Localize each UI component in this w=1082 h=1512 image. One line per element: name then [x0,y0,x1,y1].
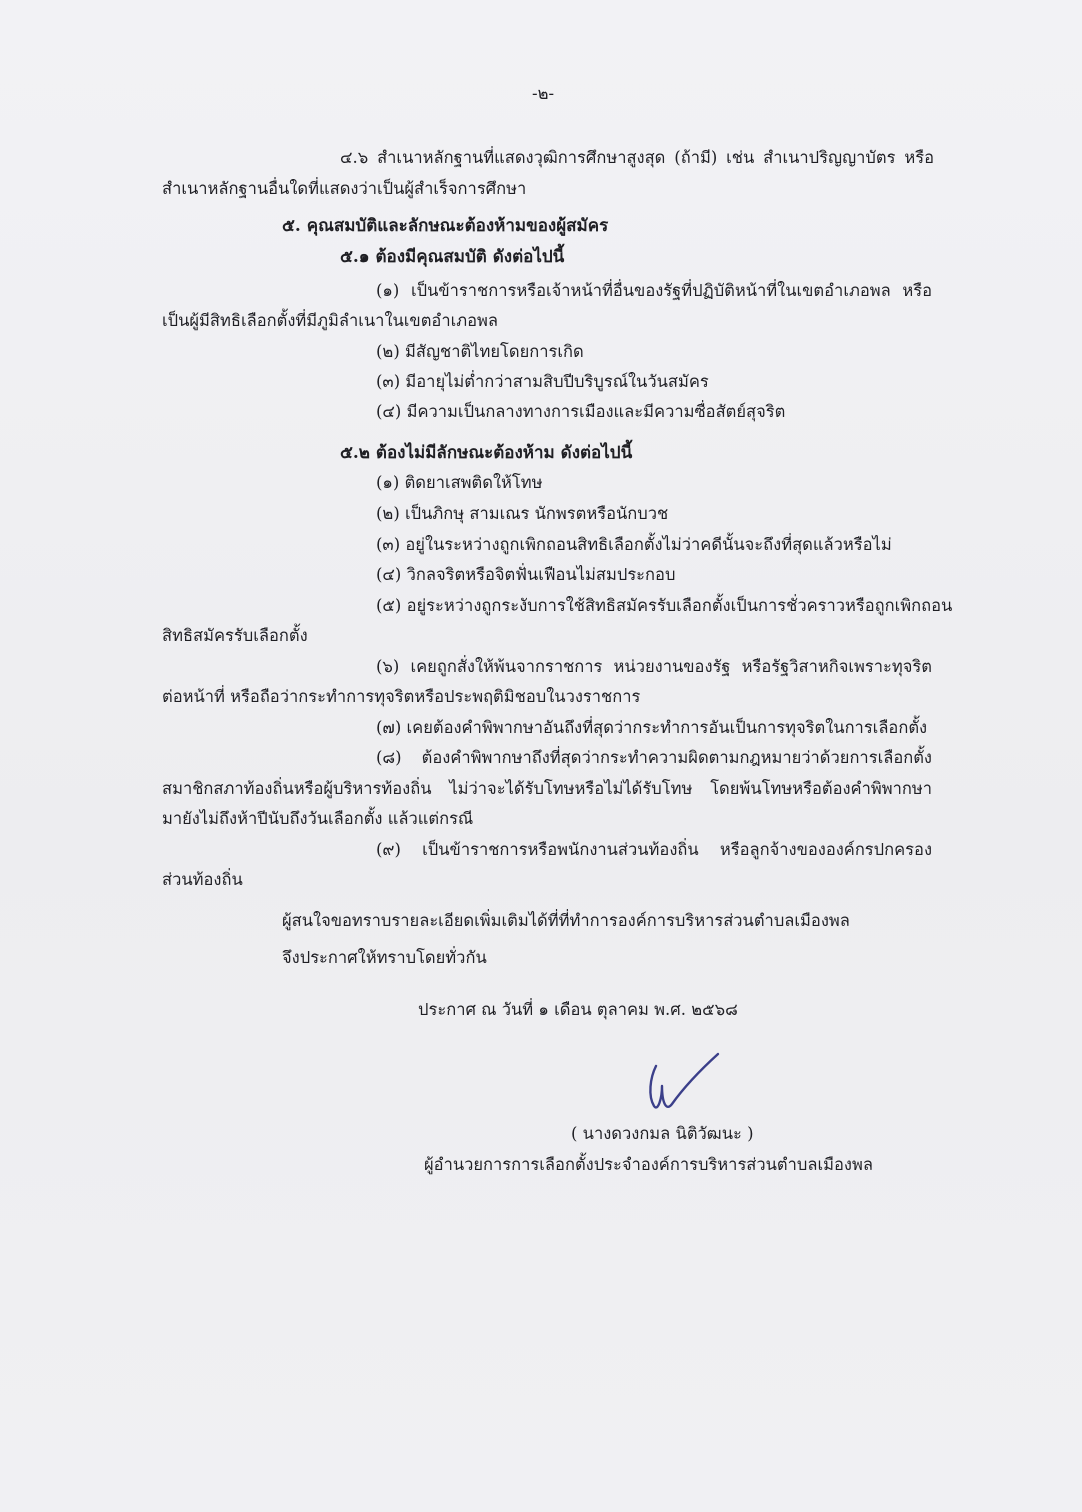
prohibition-8-line-2: สมาชิกสภาท้องถิ่นหรือผู้บริหารท้องถิ่น ไม่ว่าจะได้รับโทษหรือไม่ได้รับโทษ โดยพ้นโทษหรือต้องคำพิพากษา [162,779,932,798]
req-1-line-2: เป็นผู้มีสิทธิเลือกตั้งที่มีภูมิลำเนาในเขตอำเภอพล [162,311,499,330]
prohibition-7: (๗) เคยต้องคำพิพากษาอันถึงที่สุดว่ากระทำการอันเป็นการทุจริตในการเลือกตั้ง [376,718,928,737]
prohibition-3: (๓) อยู่ในระหว่างถูกเพิกถอนสิทธิเลือกตั้งไม่ว่าคดีนั้นจะถึงที่สุดแล้วหรือไม่ [376,535,892,554]
req-2: (๒) มีสัญชาติไทยโดยการเกิด [376,342,584,361]
item-4-6-line-2: สำเนาหลักฐานอื่นใดที่แสดงว่าเป็นผู้สำเร็จการศึกษา [162,179,527,198]
signature-mark [642,1046,722,1116]
prohibition-9-line-2: ส่วนท้องถิ่น [162,870,243,889]
section-5-1-heading: ๕.๑ ต้องมีคุณสมบัติ ดังต่อไปนี้ [340,247,565,267]
prohibition-5-line-1: (๕) อยู่ระหว่างถูกระงับการใช้สิทธิสมัครรับเลือกตั้งเป็นการชั่วคราวหรือถูกเพิกถอน [376,596,953,615]
req-3: (๓) มีอายุไม่ต่ำกว่าสามสิบปีบริบูรณ์ในวันสมัคร [376,372,709,391]
announce-text: จึงประกาศให้ทราบโดยทั่วกัน [282,948,487,967]
inquiry-text: ผู้สนใจขอทราบรายละเอียดเพิ่มเติมได้ที่ที่ทำการองค์การบริหารส่วนตำบลเมืองพล [282,911,850,930]
req-1-line-1: (๑) เป็นข้าราชการหรือเจ้าหน้าที่อื่นของรัฐที่ปฏิบัติหน้าที่ในเขตอำเภอพล หรือ [376,281,932,300]
req-4: (๔) มีความเป็นกลางทางการเมืองและมีความซื่อสัตย์สุจริต [376,402,786,421]
section-5-2-heading: ๕.๒ ต้องไม่มีลักษณะต้องห้าม ดังต่อไปนี้ [340,443,633,463]
prohibition-2: (๒) เป็นภิกษุ สามเณร นักพรตหรือนักบวช [376,504,669,523]
prohibition-6-line-1: (๖) เคยถูกสั่งให้พ้นจากราชการ หน่วยงานของรัฐ หรือรัฐวิสาหกิจเพราะทุจริต [376,657,932,676]
prohibition-6-line-2: ต่อหน้าที่ หรือถือว่ากระทำการทุจริตหรือประพฤติมิชอบในวงราชการ [162,687,641,706]
section-5-heading: ๕. คุณสมบัติและลักษณะต้องห้ามของผู้สมัคร [282,216,609,236]
signatory-position: ผู้อำนวยการการเลือกตั้งประจำองค์การบริหารส่วนตำบลเมืองพล [424,1155,873,1174]
prohibition-8-line-1: (๘) ต้องคำพิพากษาถึงที่สุดว่ากระทำความผิดตามกฎหมายว่าด้วยการเลือกตั้ง [376,748,932,767]
item-4-6-line-1: ๔.๖ สำเนาหลักฐานที่แสดงวุฒิการศึกษาสูงสุด (ถ้ามี) เช่น สำเนาปริญญาบัตร หรือ [340,148,934,167]
announcement-date: ประกาศ ณ วันที่ ๑ เดือน ตุลาคม พ.ศ. ๒๕๖๘ [418,1000,738,1019]
prohibition-5-line-2: สิทธิสมัครรับเลือกตั้ง [162,626,308,645]
page-number: -๒- [532,84,555,103]
prohibition-1: (๑) ติดยาเสพติดให้โทษ [376,473,543,492]
signatory-name: ( นางดวงกมล นิติวัฒนะ ) [571,1124,754,1143]
prohibition-8-line-3: มายังไม่ถึงห้าปีนับถึงวันเลือกตั้ง แล้วแต่กรณี [162,809,474,828]
prohibition-9-line-1: (๙) เป็นข้าราชการหรือพนักงานส่วนท้องถิ่น หรือลูกจ้างขององค์กรปกครอง [376,840,932,859]
prohibition-4: (๔) วิกลจริตหรือจิตฟั่นเฟือนไม่สมประกอบ [376,565,676,584]
